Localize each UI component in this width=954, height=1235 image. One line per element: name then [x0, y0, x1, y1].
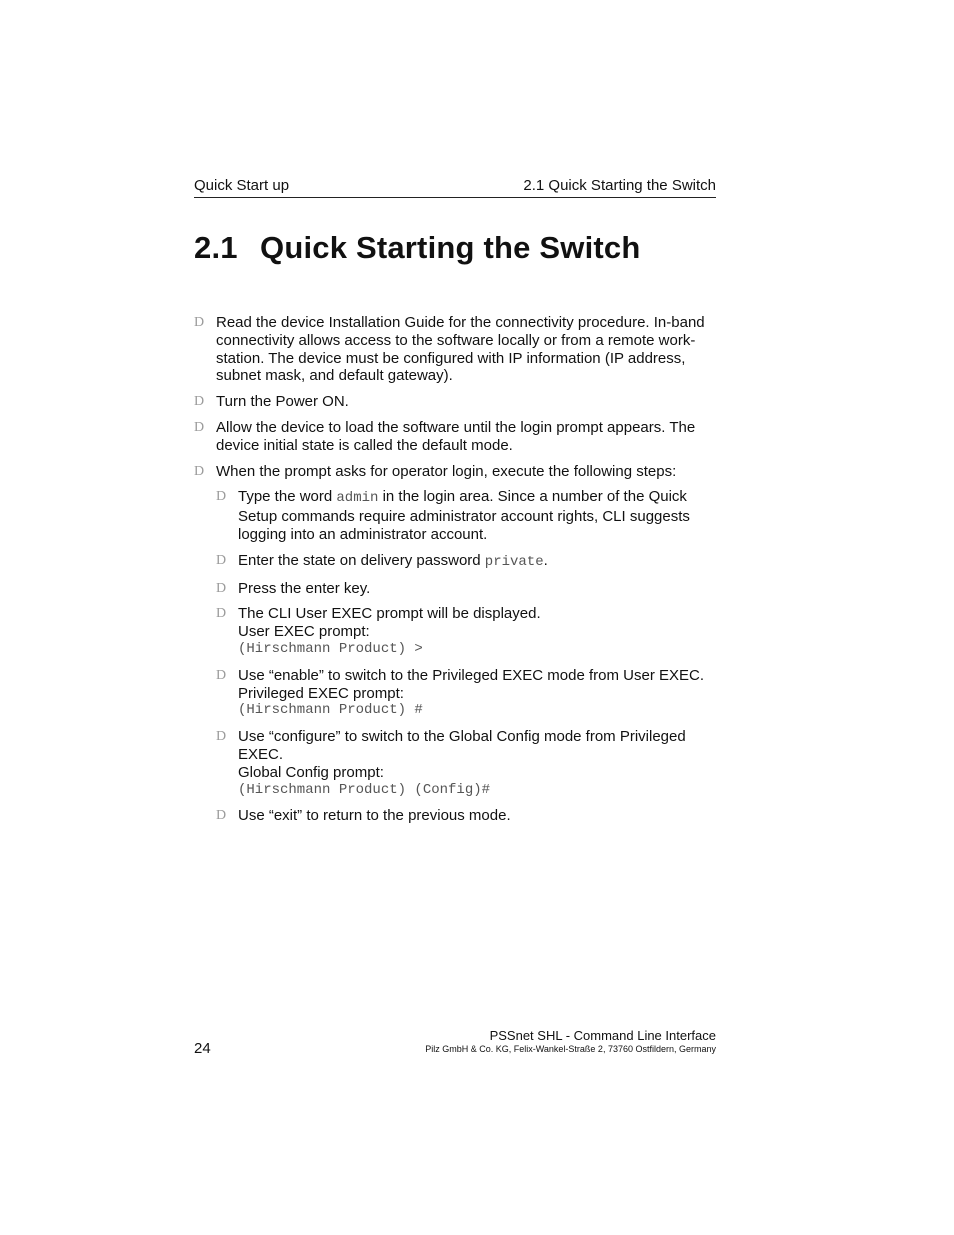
sub-list-item	[216, 605, 716, 658]
list-item	[194, 419, 716, 455]
bullet-icon: D	[216, 489, 227, 505]
sub-list-item	[216, 807, 716, 825]
sub-list-item	[216, 488, 716, 543]
instruction-list	[194, 314, 716, 833]
prompt-label: Privileged EXEC prompt:	[238, 684, 404, 702]
prompt-label: Global Config prompt:	[238, 763, 384, 781]
prompt-label: User EXEC prompt:	[238, 623, 370, 641]
footer-address: Pilz GmbH & Co. KG, Felix-Wankel-Straße 2, 73760 Ostfildern, Germany	[425, 1044, 716, 1054]
sub-item-text: Use “exit” to return to the previous mode.	[238, 807, 511, 825]
sub-list-item	[216, 580, 716, 598]
list-item	[194, 314, 716, 385]
bullet-icon: D	[216, 667, 227, 683]
list-item	[194, 393, 716, 411]
list-item-text: Turn the Power ON.	[216, 393, 349, 411]
running-header	[194, 175, 716, 198]
page-number: 24	[194, 1040, 211, 1057]
inline-code: admin	[336, 490, 379, 507]
bullet-icon: D	[194, 394, 205, 410]
sub-item-text: Use “enable” to switch to the Privileged EXEC mode from User EXEC.	[238, 666, 705, 684]
list-item-text: Read the device Installation Guide for the connectivity procedure. In-band connectivity allows access to the software locally or from a remote work-station. The device must be configured with IP information (IP address, subnet mask, and default gateway).	[216, 314, 705, 385]
sub-item-text: Use “configure” to switch to the Global Config mode from Privileged EXEC.	[238, 728, 686, 763]
bullet-icon: D	[216, 606, 227, 622]
sub-item-text: Type the word	[238, 488, 337, 506]
section-title	[194, 230, 641, 266]
prompt-code: (Hirschmann Product) >	[238, 640, 423, 657]
bullet-icon: D	[194, 419, 205, 435]
header-section: 2.1 Quick Starting the Switch	[523, 177, 716, 194]
sub-item-text: The CLI User EXEC prompt will be displayed.	[238, 605, 541, 623]
prompt-code: (Hirschmann Product) #	[238, 702, 423, 719]
sub-item-text: .	[543, 551, 548, 569]
list-item	[194, 463, 716, 481]
bullet-icon: D	[194, 315, 205, 330]
list-item-text: Allow the device to load the software until the login prompt appears. The device initial state is called the default mode.	[216, 418, 696, 454]
bullet-icon: D	[194, 463, 205, 479]
bullet-icon: D	[216, 808, 227, 824]
section-number: 2.1	[194, 230, 238, 265]
inline-code: private	[484, 553, 544, 570]
footer	[425, 1028, 716, 1056]
footer-title: PSSnet SHL - Command Line Interface	[489, 1028, 716, 1043]
sub-list-item	[216, 728, 716, 799]
list-item-text: When the prompt asks for operator login, execute the following steps:	[216, 462, 677, 480]
sub-item-text: Press the enter key.	[238, 579, 371, 597]
bullet-icon: D	[216, 552, 227, 568]
sub-list-item	[216, 667, 716, 720]
bullet-icon: D	[216, 580, 227, 596]
section-title-text: Quick Starting the Switch	[260, 230, 641, 265]
prompt-code: (Hirschmann Product) (Config)#	[238, 781, 491, 798]
sub-list-item	[216, 552, 716, 572]
header-chapter: Quick Start up	[194, 177, 290, 194]
sub-item-text: Enter the state on delivery password	[238, 551, 485, 569]
sub-item-text: in the login area. Since a number of the Quick Setup commands require administrator account rights, CLI suggests logging into an administrator account.	[238, 488, 690, 543]
bullet-icon: D	[216, 729, 227, 745]
